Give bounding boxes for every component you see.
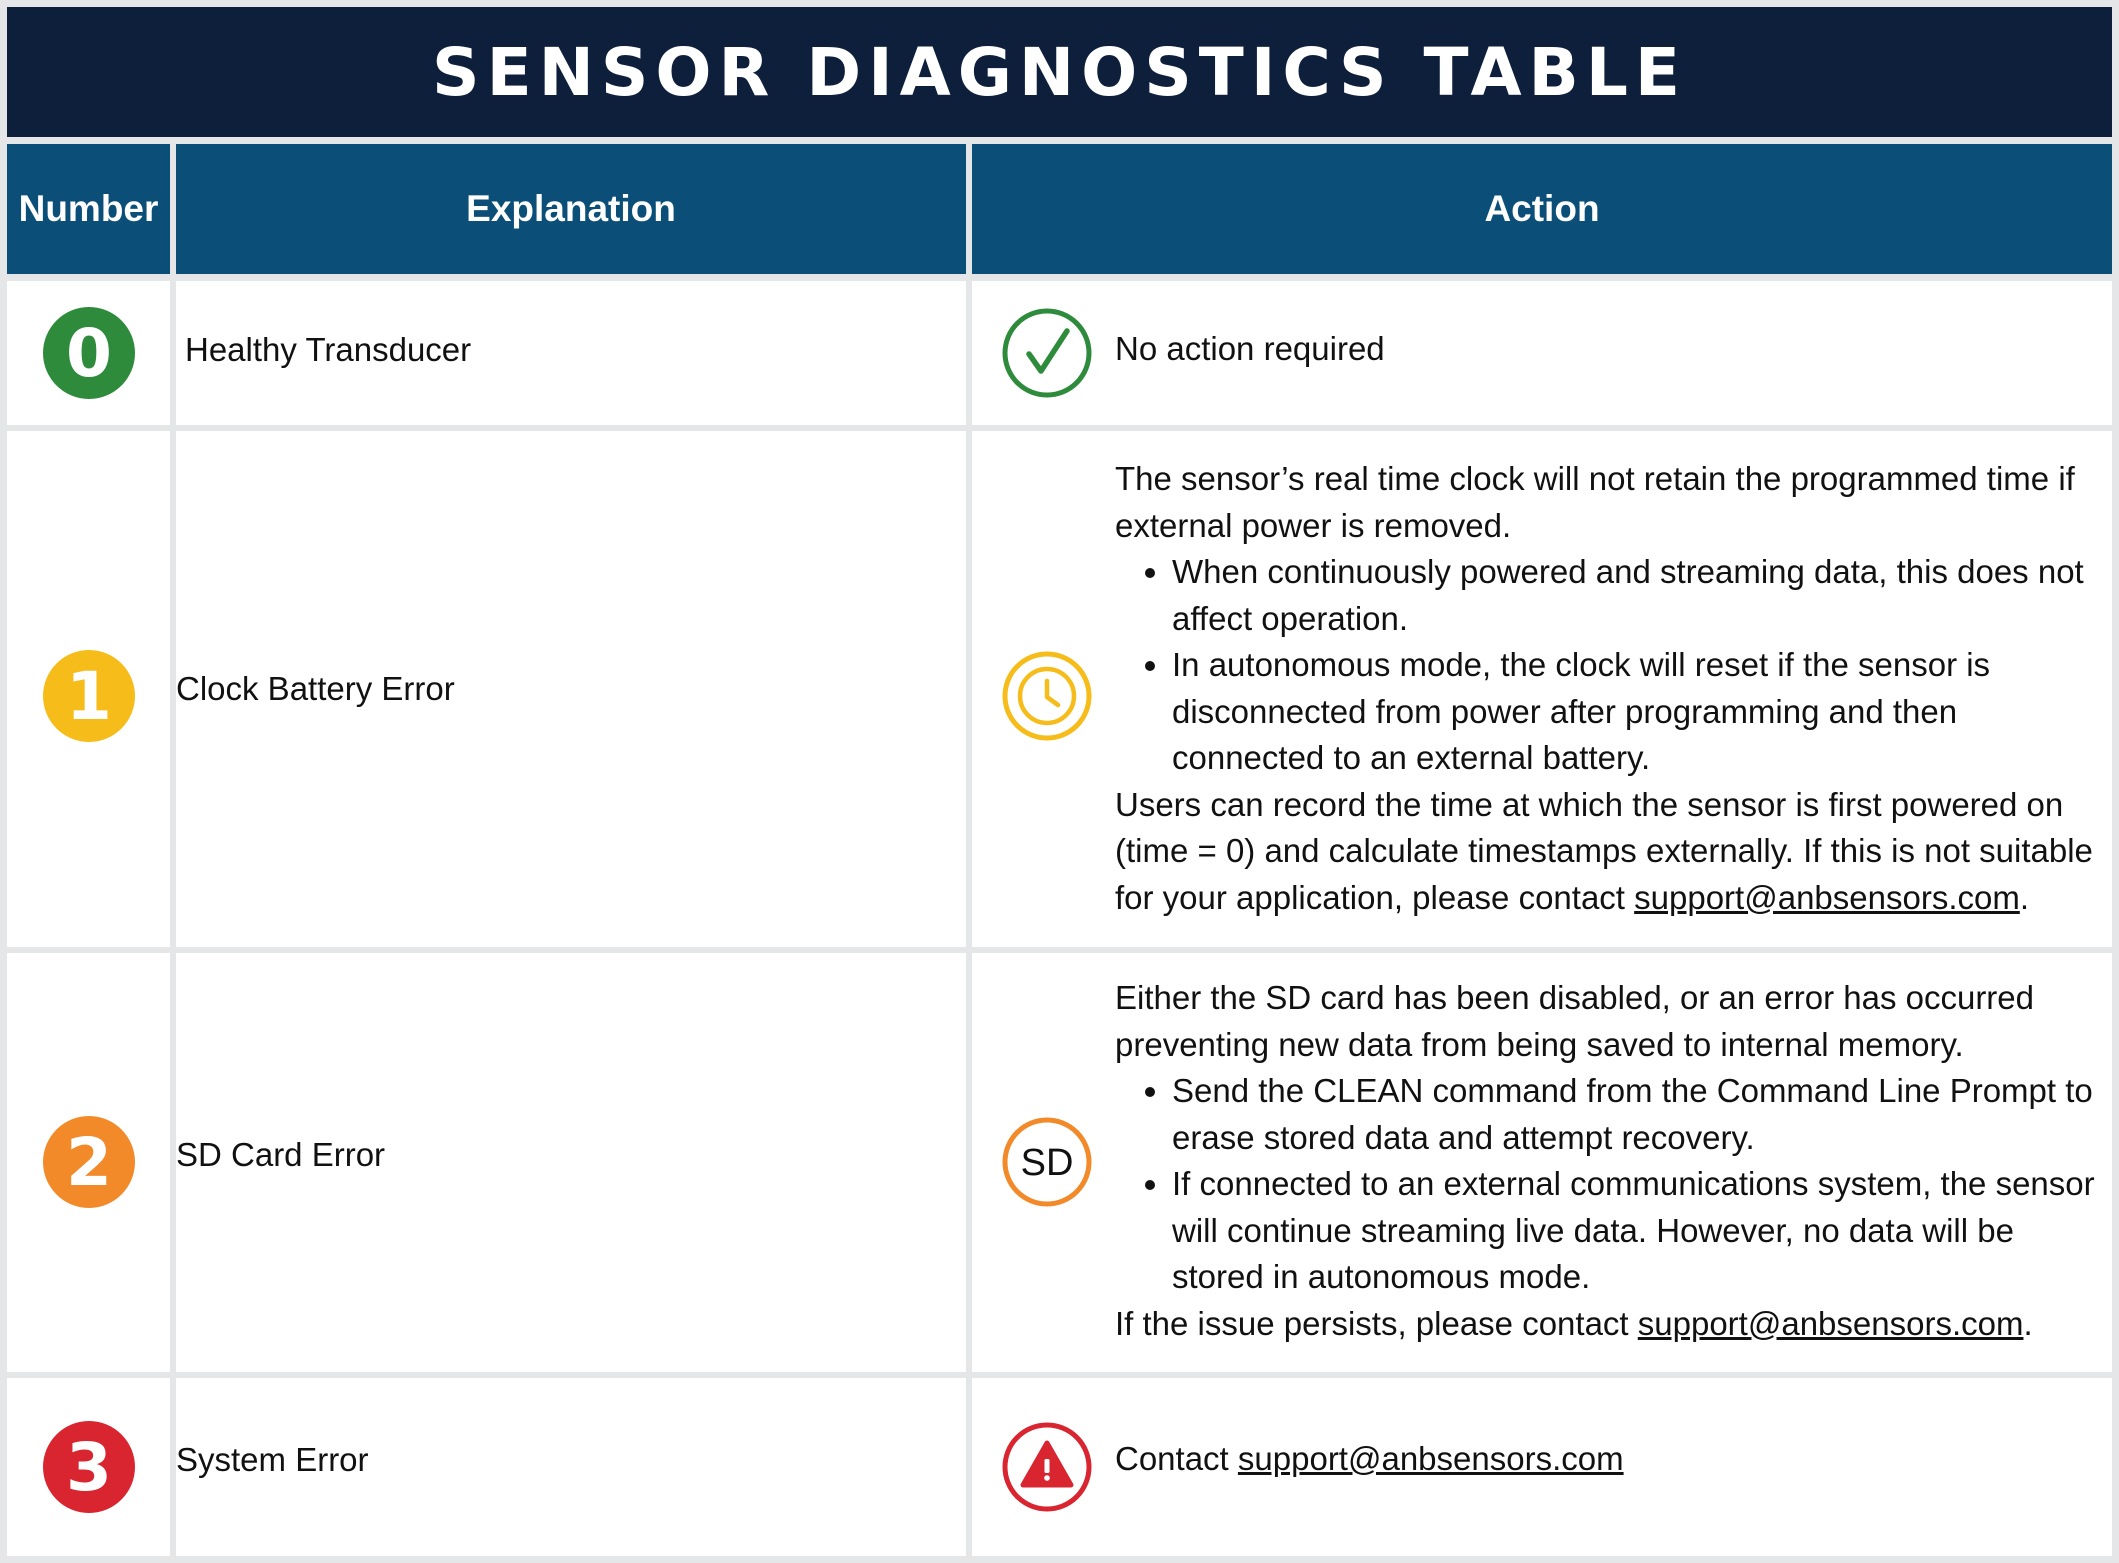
sd-card-icon-label: SD xyxy=(1020,1142,1074,1184)
action-outro xyxy=(1115,782,2112,922)
explanation-text: Clock Battery Error xyxy=(176,670,455,707)
action-outro-suffix: . xyxy=(2019,878,2029,916)
page-title: SENSOR DIAGNOSTICS TABLE xyxy=(7,7,2112,137)
support-email-link[interactable]: support@anbsensors.com xyxy=(1634,878,2020,916)
header-action: Action xyxy=(972,144,2112,274)
number-badge-1: 1 xyxy=(43,650,135,742)
action-intro: The sensor’s real time clock will not retain the programmed time if external power is removed. xyxy=(1115,460,2075,544)
action-outro-text: Users can record the time at which the sensor is first powered on (time = 0) and calculate timestamps externally. If this is not suitable for your application, please contact xyxy=(1115,785,2093,916)
action-bullet: • When continuously powered and streaming data, this does not affect operation. xyxy=(1172,549,2112,642)
action-bullet-list xyxy=(1115,1068,2112,1301)
action-bullet: • In autonomous mode, the clock will reset if the sensor is disconnected from power after programming and then connected to an external battery. xyxy=(1172,642,2112,782)
action-text xyxy=(1115,456,2112,921)
number-badge-3: 3 xyxy=(43,1421,135,1513)
explanation-text: System Error xyxy=(176,1441,369,1478)
sd-card-icon xyxy=(1001,1116,1093,1208)
row-1-number-cell xyxy=(7,431,170,947)
action-intro: Either the SD card has been disabled, or an error has occurred preventing new data from being saved to internal memory. xyxy=(1115,979,2035,1063)
action-text: No action required xyxy=(1115,330,1385,367)
row-3-explanation-cell xyxy=(176,1378,966,1556)
row-0-explanation-cell xyxy=(176,281,966,425)
row-0-number-cell xyxy=(7,281,170,425)
action-text xyxy=(1115,975,2112,1347)
clock-icon xyxy=(1001,650,1093,742)
header-explanation: Explanation xyxy=(176,144,966,274)
row-1-explanation-cell xyxy=(176,431,966,947)
row-0-action-cell xyxy=(972,281,2112,425)
row-2-number-cell xyxy=(7,953,170,1372)
number-badge-0: 0 xyxy=(43,307,135,399)
row-3-number-cell xyxy=(7,1378,170,1556)
explanation-text: SD Card Error xyxy=(176,1136,386,1173)
action-prefix: Contact xyxy=(1115,1440,1238,1477)
row-1-action-cell xyxy=(972,431,2112,947)
row-3-action-cell xyxy=(972,1378,2112,1556)
support-email-link[interactable]: support@anbsensors.com xyxy=(1637,1304,2024,1342)
action-bullet: • Send the CLEAN command from the Command Line Prompt to erase stored data and attempt recovery. xyxy=(1172,1068,2112,1161)
explanation-text: Healthy Transducer xyxy=(185,331,472,368)
check-icon xyxy=(1001,307,1093,399)
action-outro-suffix: . xyxy=(2023,1304,2033,1342)
header-number: Number xyxy=(7,144,170,274)
action-bullet: • If connected to an external communications system, the sensor will continue streaming live data. However, no data will be stored in autonomous mode. xyxy=(1172,1161,2112,1301)
action-outro-text: If the issue persists, please contact xyxy=(1115,1304,1638,1342)
row-2-action-cell xyxy=(972,953,2112,1372)
warning-icon xyxy=(1001,1421,1093,1513)
number-badge-2: 2 xyxy=(43,1116,135,1208)
support-email-link[interactable]: support@anbsensors.com xyxy=(1237,1440,1624,1477)
row-2-explanation-cell xyxy=(176,953,966,1372)
action-text xyxy=(1115,1441,2112,1477)
action-bullet-list xyxy=(1115,549,2112,782)
action-outro xyxy=(1115,1301,2112,1348)
